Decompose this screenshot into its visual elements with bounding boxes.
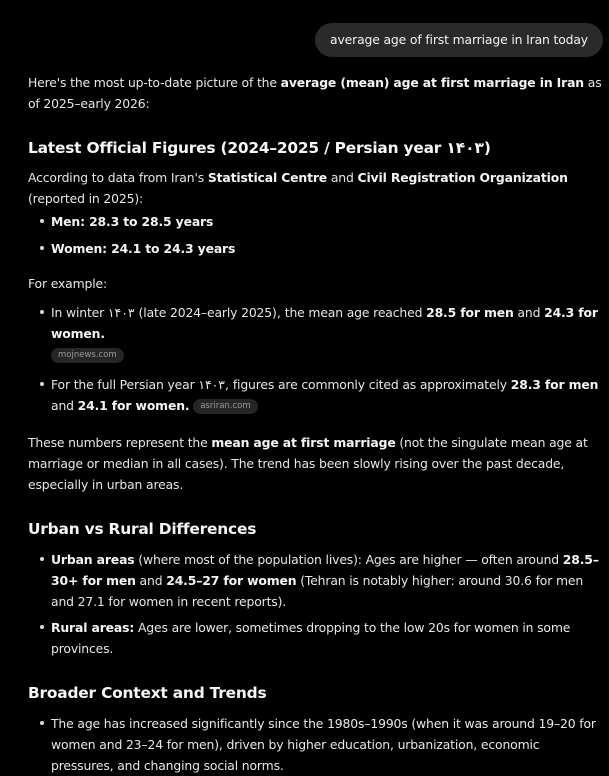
men-figure: Men: 28.3 to 28.5 years — [51, 214, 214, 229]
intro-text-end: as of 2025–early 2026: — [28, 75, 602, 111]
summary-bold: mean age at first marriage — [211, 435, 396, 450]
list-item-urban — [28, 549, 603, 612]
section-heading-broader-context: Broader Context and Trends — [28, 684, 267, 702]
summary-text: These numbers represent the — [28, 435, 212, 450]
urban-label: Urban areas — [51, 552, 135, 567]
urban-men-range: 28.5–30+ for men — [51, 552, 599, 588]
example-men-value: 28.5 for men — [426, 305, 514, 320]
urban-women-range: 24.5–27 for women — [166, 573, 297, 588]
list-item-men — [28, 211, 603, 232]
statistical-centre-name: Statistical Centre — [207, 170, 328, 185]
intro-paragraph — [28, 72, 603, 114]
official-figures-list — [28, 211, 603, 259]
intro-text: Here's the most up-to-date picture of the — [28, 75, 281, 90]
list-item-trend: The age has increased significantly since the 1980s–1990s (when it was around 19–20 for women and 23–24 for men), driven by higher education, urbanization, economic pressures, and changing social norms. — [28, 713, 603, 776]
example-text-and: and — [513, 305, 545, 320]
intro-bold: average (mean) age at first marriage in Iran — [280, 75, 584, 90]
example-text: For the full Persian year ۱۴۰۳, figures are commonly cited as approximately — [51, 377, 511, 392]
urban-rural-list — [28, 549, 603, 659]
rural-label: Rural areas: — [51, 620, 135, 635]
example-women-value: 24.1 for women. — [77, 398, 190, 413]
example-label: For example: — [28, 276, 108, 291]
section-heading-urban-rural: Urban vs Rural Differences — [28, 520, 257, 538]
user-message-bubble: average age of first marriage in Iran today — [315, 23, 603, 57]
official-figures-lead — [28, 167, 603, 209]
source-chip-asriran[interactable]: asriran.com — [193, 399, 257, 414]
lead-text-and: and — [327, 170, 358, 185]
lead-text-end: (reported in 2025): — [28, 191, 144, 206]
summary-paragraph — [28, 432, 603, 495]
example-text: In winter ۱۴۰۳ (late 2024–early 2025), the mean age reached — [51, 305, 427, 320]
rural-text: Ages are lower, sometimes dropping to the low 20s for women in some provinces. — [51, 620, 571, 656]
source-chip-mojnews[interactable]: mojnews.com — [51, 348, 124, 363]
example-men-value: 28.3 for men — [510, 377, 599, 392]
summary-text-end: (not the singulate mean age at marriage or median in all cases). The trend has been slowly rising over the past decade, especially in urban areas. — [28, 435, 588, 492]
list-item-women — [28, 238, 603, 259]
examples-list — [28, 302, 603, 416]
section-heading-official-figures: Latest Official Figures (2024–2025 / Persian year ۱۴۰۳) — [28, 139, 491, 157]
list-item-example-full-year — [28, 374, 603, 416]
example-women-value: 24.3 for women. — [51, 305, 598, 341]
women-figure: Women: 24.1 to 24.3 years — [51, 241, 236, 256]
urban-text-end: (Tehran is notably higher: around 30.6 for men and 27.1 for women in recent reports). — [51, 573, 584, 609]
list-item-rural — [28, 617, 603, 659]
urban-text: (where most of the population lives): Ages are higher — often around — [134, 552, 563, 567]
civil-registration-name: Civil Registration Organization — [357, 170, 568, 185]
urban-text-and: and — [135, 573, 167, 588]
example-text-and: and — [51, 398, 78, 413]
list-item-example-winter — [28, 302, 603, 365]
broader-context-list — [28, 713, 603, 776]
assistant-response — [28, 72, 603, 776]
lead-text: According to data from Iran's — [28, 170, 208, 185]
